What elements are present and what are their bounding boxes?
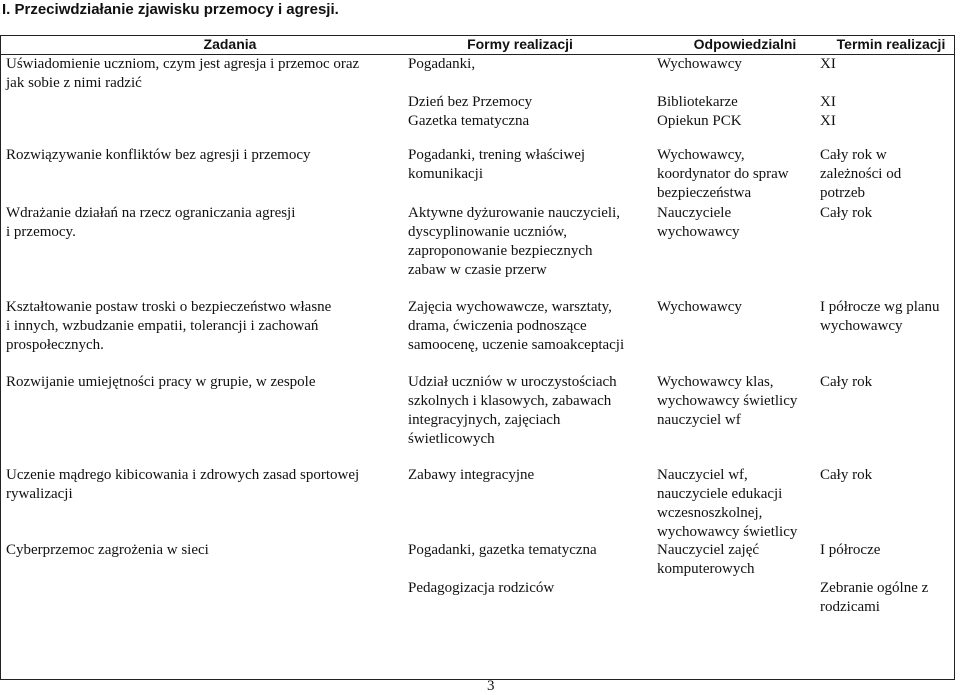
cell-formy: Zajęcia wychowawcze, warsztaty, (408, 299, 612, 315)
section-heading: I. Przeciwdziałanie zjawisku przemocy i agresji. (2, 1, 339, 18)
cell-odpowiedzialni: Wychowawcy (657, 56, 742, 72)
cell-formy: drama, ćwiczenia podnoszące (408, 318, 587, 334)
cell-zadania: jak sobie z nimi radzić (6, 75, 142, 91)
cell-formy: zaproponowanie bezpiecznych (408, 243, 593, 259)
cell-formy: Pogadanki, trening właściwej (408, 147, 586, 163)
cell-odpowiedzialni: Nauczyciel wf, (657, 467, 748, 483)
cell-zadania: Kształtowanie postaw troski o bezpieczeństwo własne (6, 299, 332, 315)
cell-formy: Zabawy integracyjne (408, 467, 535, 483)
cell-termin: zależności od (820, 166, 902, 182)
cell-formy: Pogadanki, gazetka tematyczna (408, 542, 597, 558)
cell-zadania: Uczenie mądrego kibicowania i zdrowych zasad sportowej (6, 467, 360, 483)
cell-zadania: i przemocy. (6, 224, 76, 240)
cell-formy: Dzień bez Przemocy (408, 94, 533, 110)
cell-formy: samoocenę, uczenie samoakceptacji (408, 337, 625, 353)
cell-odpowiedzialni: nauczyciel wf (657, 412, 741, 428)
header-odpowiedzialni: Odpowiedzialni (693, 36, 797, 52)
cell-termin: Cały rok w (820, 147, 887, 163)
cell-zadania: rywalizacji (6, 486, 73, 502)
cell-termin: Cały rok (820, 467, 873, 483)
cell-odpowiedzialni: komputerowych (657, 561, 755, 577)
cell-zadania: Cyberprzemoc zagrożenia w sieci (6, 542, 209, 558)
header-termin: Termin realizacji (836, 36, 946, 52)
cell-odpowiedzialni: koordynator do spraw (657, 166, 789, 182)
cell-zadania: prospołecznych. (6, 337, 104, 353)
cell-termin: Zebranie ogólne z (820, 580, 929, 596)
cell-formy: świetlicowych (408, 431, 495, 447)
cell-odpowiedzialni: wczesnoszkolnej, (657, 505, 763, 521)
cell-formy: Pedagogizacja rodziców (408, 580, 555, 596)
header-zadania: Zadania (203, 36, 257, 52)
cell-termin: Cały rok (820, 205, 873, 221)
cell-zadania: Wdrażanie działań na rzecz ograniczania agresji (6, 205, 296, 221)
cell-formy: Pogadanki, (408, 56, 476, 72)
cell-zadania: Uświadomienie uczniom, czym jest agresja i przemoc oraz (6, 56, 360, 72)
cell-formy: Gazetka tematyczna (408, 113, 530, 129)
cell-termin: Cały rok (820, 374, 873, 390)
cell-formy: zabaw w czasie przerw (408, 262, 547, 278)
cell-termin: potrzeb (820, 185, 865, 201)
cell-termin: I półrocze wg planu (820, 299, 940, 315)
cell-odpowiedzialni: Wychowawcy, (657, 147, 745, 163)
cell-zadania: i innych, wzbudzanie empatii, tolerancji i zachowań (6, 318, 319, 334)
cell-odpowiedzialni: bezpieczeństwa (657, 185, 752, 201)
cell-formy: szkolnych i klasowych, zabawach (408, 393, 612, 409)
cell-odpowiedzialni: Bibliotekarze (657, 94, 738, 110)
cell-odpowiedzialni: Wychowawcy klas, (657, 374, 774, 390)
cell-odpowiedzialni: wychowawcy świetlicy (657, 393, 798, 409)
cell-termin: rodzicami (820, 599, 880, 615)
cell-odpowiedzialni: wychowawcy (657, 224, 740, 240)
cell-termin: wychowawcy (820, 318, 903, 334)
cell-formy: Aktywne dyżurowanie nauczycieli, (408, 205, 620, 221)
cell-zadania: Rozwijanie umiejętności pracy w grupie, w zespole (6, 374, 316, 390)
cell-odpowiedzialni: Nauczyciel zajęć (657, 542, 760, 558)
cell-formy: integracyjnych, zajęciach (408, 412, 561, 428)
cell-odpowiedzialni: wychowawcy świetlicy (657, 524, 798, 540)
page-number: 3 (487, 678, 495, 694)
cell-odpowiedzialni: Nauczyciele (657, 205, 732, 221)
cell-odpowiedzialni: Wychowawcy (657, 299, 742, 315)
cell-termin: XI (820, 56, 836, 72)
cell-termin: XI (820, 113, 836, 129)
cell-termin: I półrocze (820, 542, 881, 558)
cell-zadania: Rozwiązywanie konfliktów bez agresji i przemocy (6, 147, 311, 163)
header-formy: Formy realizacji (467, 36, 573, 52)
cell-odpowiedzialni: Opiekun PCK (657, 113, 742, 129)
cell-termin: XI (820, 94, 836, 110)
cell-odpowiedzialni: nauczyciele edukacji (657, 486, 783, 502)
cell-formy: komunikacji (408, 166, 483, 182)
cell-formy: dyscyplinowanie uczniów, (408, 224, 567, 240)
cell-formy: Udział uczniów w uroczystościach (408, 374, 617, 390)
